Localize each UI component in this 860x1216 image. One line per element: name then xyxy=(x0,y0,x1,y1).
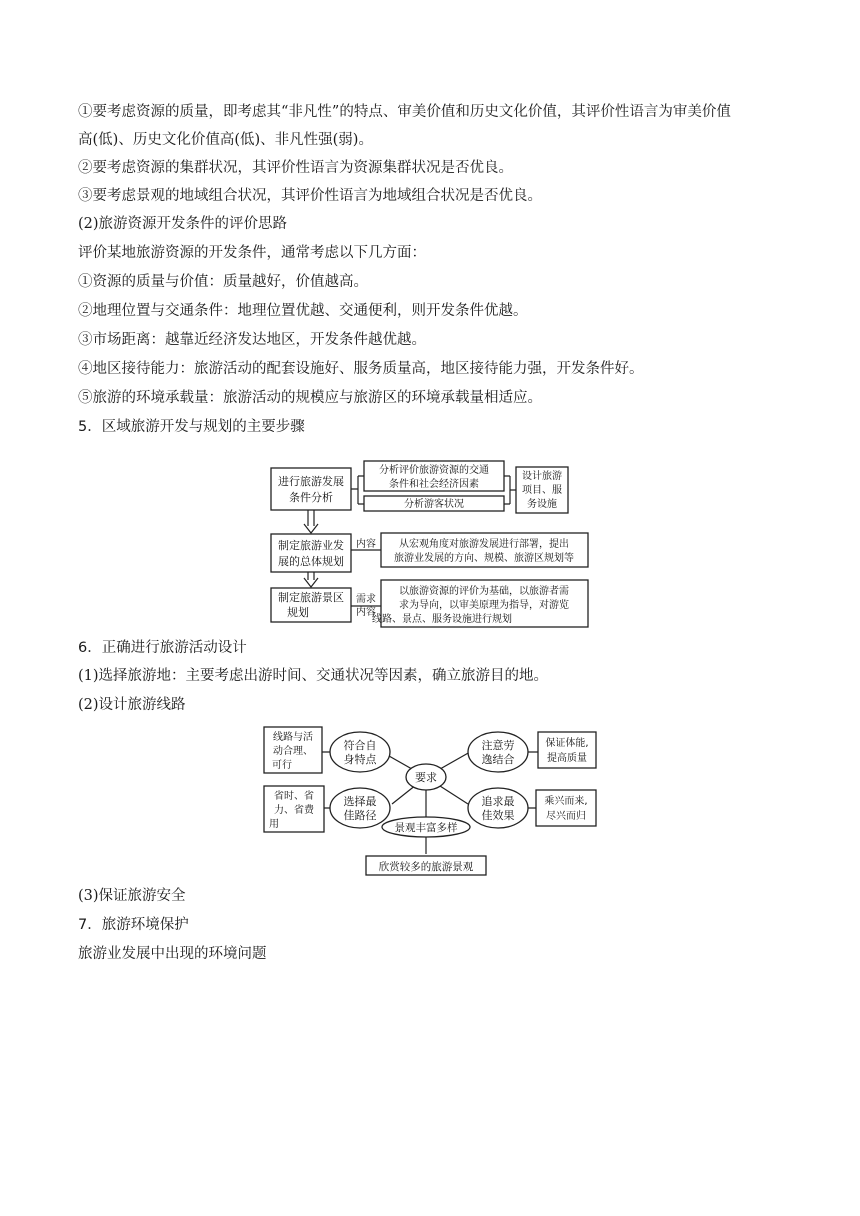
paragraph: ①资源的质量与价值：质量越好，价值越高。 xyxy=(78,274,368,290)
paragraph: (2)设计旅游线路 xyxy=(78,697,186,713)
step2-tag: 内容 xyxy=(356,539,376,550)
box-label: 提高质量 xyxy=(547,753,587,764)
paragraph: ②要考虑资源的集群状况，其评价性语言为资源集群状况是否优良。 xyxy=(78,160,513,176)
connector xyxy=(504,476,516,504)
node-label: 佳效果 xyxy=(481,809,515,822)
node-top-right xyxy=(468,732,528,772)
step3-detail: 线路、景点、服务设施进行规划 xyxy=(372,614,512,625)
box-label: 动合理、 xyxy=(273,746,313,757)
step1-output-label: 项目、服 xyxy=(522,485,562,496)
step2-label: 制定旅游业发 xyxy=(278,539,344,552)
box-label: 尽兴而归 xyxy=(546,811,586,822)
step1-label: 条件分析 xyxy=(289,491,333,504)
box-label: 欣赏较多的旅游景观 xyxy=(378,861,474,873)
paragraph: 高(低)、历史文化价值高(低)、非凡性强(弱)。 xyxy=(78,132,373,148)
paragraph: ②地理位置与交通条件：地理位置优越、交通便利，则开发条件优越。 xyxy=(78,303,528,319)
step1-label: 进行旅游发展 xyxy=(278,475,344,488)
paragraph: (2)旅游资源开发条件的评价思路 xyxy=(78,216,288,232)
node-bottom-left xyxy=(330,788,390,828)
node-label: 身特点 xyxy=(343,753,377,766)
step1a-label: 条件和社会经济因素 xyxy=(389,479,479,490)
step3-detail: 以旅游资源的评价为基础，以旅游者需 xyxy=(399,586,569,597)
box-label: 用 xyxy=(269,819,279,830)
step3-label: 规划 xyxy=(287,606,309,619)
step3-tag: 内容 xyxy=(356,607,376,618)
paragraph: ③市场距离：越靠近经济发达地区，开发条件越优越。 xyxy=(78,332,426,348)
node-label: 选择最 xyxy=(343,795,377,808)
step3-detail: 求为导向，以审美原理为指导，对游览 xyxy=(399,600,569,611)
step2-label: 展的总体规划 xyxy=(278,555,344,568)
paragraph: (3)保证旅游安全 xyxy=(78,888,186,904)
paragraph: ③要考虑景观的地域组合状况，其评价性语言为地域组合状况是否优良。 xyxy=(78,188,542,204)
section-heading: 5．区域旅游开发与规划的主要步骤 xyxy=(78,419,305,435)
node-label: 逸结合 xyxy=(481,753,515,766)
step1a-label: 分析评价旅游资源的交通 xyxy=(379,465,489,476)
box-label: 力、省费 xyxy=(274,805,314,816)
step3-label: 制定旅游景区 xyxy=(278,591,344,604)
route-design-mindmap xyxy=(262,722,607,882)
step1-output-label: 设计旅游 xyxy=(522,471,562,482)
step2-detail: 从宏观角度对旅游发展进行部署，提出 xyxy=(399,539,569,550)
paragraph: ①要考虑资源的质量，即考虑其“非凡性”的特点、审美价值和历史文化价值，其评价性语言为审美价值 xyxy=(78,104,731,120)
box-label: 省时、省 xyxy=(274,791,314,802)
box-label: 保证体能, xyxy=(545,738,589,749)
connector xyxy=(351,476,364,504)
paragraph: 旅游业发展中出现的环境问题 xyxy=(78,946,267,962)
node-label: 佳路径 xyxy=(343,809,377,822)
node-label: 注意劳 xyxy=(481,739,515,752)
node-label: 符合自 xyxy=(343,739,377,752)
node-bottom-right xyxy=(468,788,528,828)
paragraph: ④地区接待能力：旅游活动的配套设施好、服务质量高，地区接待能力强，开发条件好。 xyxy=(78,361,644,377)
paragraph: ⑤旅游的环境承载量：旅游活动的规模应与旅游区的环境承载量相适应。 xyxy=(78,390,542,406)
box-label: 乘兴而来, xyxy=(544,796,588,807)
box-label: 可行 xyxy=(272,760,292,771)
section-heading: 6．正确进行旅游活动设计 xyxy=(78,640,247,656)
node-label: 景观丰富多样 xyxy=(394,822,458,834)
step1-output-label: 务设施 xyxy=(527,499,557,510)
node-top-left xyxy=(330,732,390,772)
paragraph: 评价某地旅游资源的开发条件，通常考虑以下几方面： xyxy=(78,245,426,261)
down-arrow-icon xyxy=(304,510,318,533)
paragraph: (1)选择旅游地：主要考虑出游时间、交通状况等因素，确立旅游目的地。 xyxy=(78,668,549,684)
planning-flowchart xyxy=(268,460,593,630)
step3-tag: 需求 xyxy=(356,594,376,605)
section-heading: 7．旅游环境保护 xyxy=(78,917,189,933)
center-label: 要求 xyxy=(415,771,437,784)
node-label: 追求最 xyxy=(481,795,515,808)
box-label: 线路与活 xyxy=(273,732,313,743)
down-arrow-icon xyxy=(304,572,318,587)
step2-detail: 旅游业发展的方向、规模、旅游区规划等 xyxy=(394,553,574,564)
step1b-label: 分析游客状况 xyxy=(404,499,464,510)
